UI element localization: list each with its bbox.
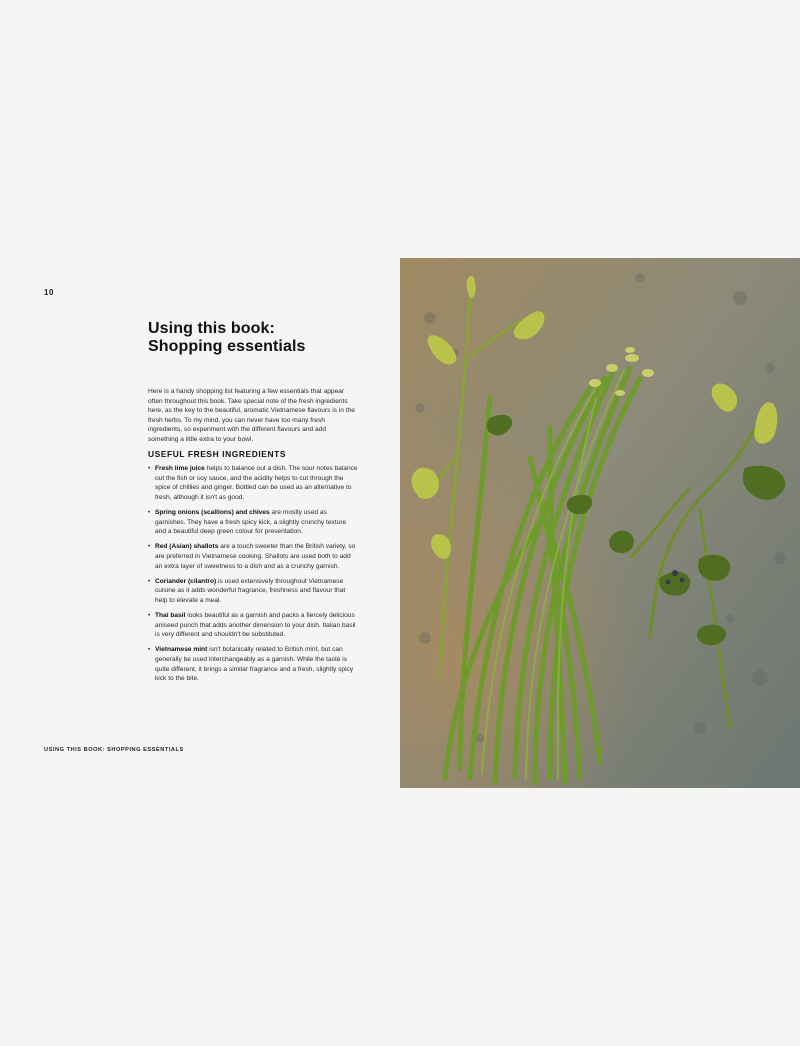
list-item — [148, 542, 358, 571]
ingredient-term: Spring onions (scallions) and chives — [155, 508, 270, 516]
list-item — [148, 577, 358, 606]
herbs-photo-illustration — [400, 258, 800, 788]
ingredient-description: is used extensively throughout Vietnamese cuisine as it adds wonderful fragrance, freshness and flavour that help to elevate a meal. — [155, 577, 346, 604]
ingredient-term: Vietnamese mint — [155, 646, 208, 654]
bullet-icon: • — [148, 465, 151, 472]
list-item — [148, 508, 358, 537]
ingredient-term: Coriander (cilantro) — [155, 577, 217, 585]
section-heading: USEFUL FRESH INGREDIENTS — [148, 449, 287, 459]
ingredient-description: helps to balance out a dish. The sour notes balance out the fish or soy sauce, and the acidity helps to cut through the spice of chillies and ginger. Bottled can be used as an alternative to fresh, although it isn't as good. — [155, 465, 358, 501]
page-title-line-1: Using this book: — [148, 320, 275, 337]
ingredient-term: Thai basil — [155, 612, 186, 620]
ingredient-description: are a touch sweeter than the British variety, so are preferred in Vietnamese cooking. Shallots are used both to add an extra layer of sweetness to a dish and as a crunchy garnish. — [155, 543, 356, 570]
bullet-icon: • — [148, 577, 151, 585]
list-item — [148, 611, 358, 640]
list-item — [148, 464, 358, 502]
ingredient-term: Fresh lime juice — [155, 465, 205, 472]
running-footer: USING THIS BOOK: SHOPPING ESSENTIALS — [44, 747, 184, 753]
bullet-icon: • — [148, 612, 151, 620]
bullet-icon: • — [148, 508, 151, 516]
ingredients-list — [148, 464, 358, 689]
bullet-icon: • — [148, 543, 151, 551]
ingredient-description: isn't botanically related to British mint, but can generally be used interchangeably as a garnish. While the taste is quite different, it brings a similar fragrance and a fresh, slightly spicy kick to the bite. — [155, 646, 354, 683]
page-title-line-2: Shopping essentials — [148, 338, 306, 355]
herbs-photo — [400, 258, 800, 788]
intro-paragraph: Here is a handy shopping list featuring a few essentials that appear often throughout this book. Take special note of the fresh ingredients here, as the key to the beautiful, aromatic Vietnamese flavours is in the fresh herbs. To my mind, you can never have too many fresh ingredients, so experiment with the different flavours and add something a little extra to your bowl. — [148, 388, 355, 443]
list-item — [148, 645, 358, 683]
ingredient-description: are mostly used as garnishes. They have a fresh spicy kick, a slightly crunchy texture and a beautiful deep green colour for presentation. — [155, 508, 347, 536]
ingredient-description: looks beautiful as a garnish and packs a fiercely delicious aniseed punch that adds another dimension to your dish. Italian basil is very different and shouldn't be substituted. — [155, 612, 356, 639]
page-number: 10 — [44, 288, 54, 297]
bullet-icon: • — [148, 646, 151, 654]
page-title — [148, 320, 306, 356]
ingredient-term: Red (Asian) shallots — [155, 543, 219, 551]
